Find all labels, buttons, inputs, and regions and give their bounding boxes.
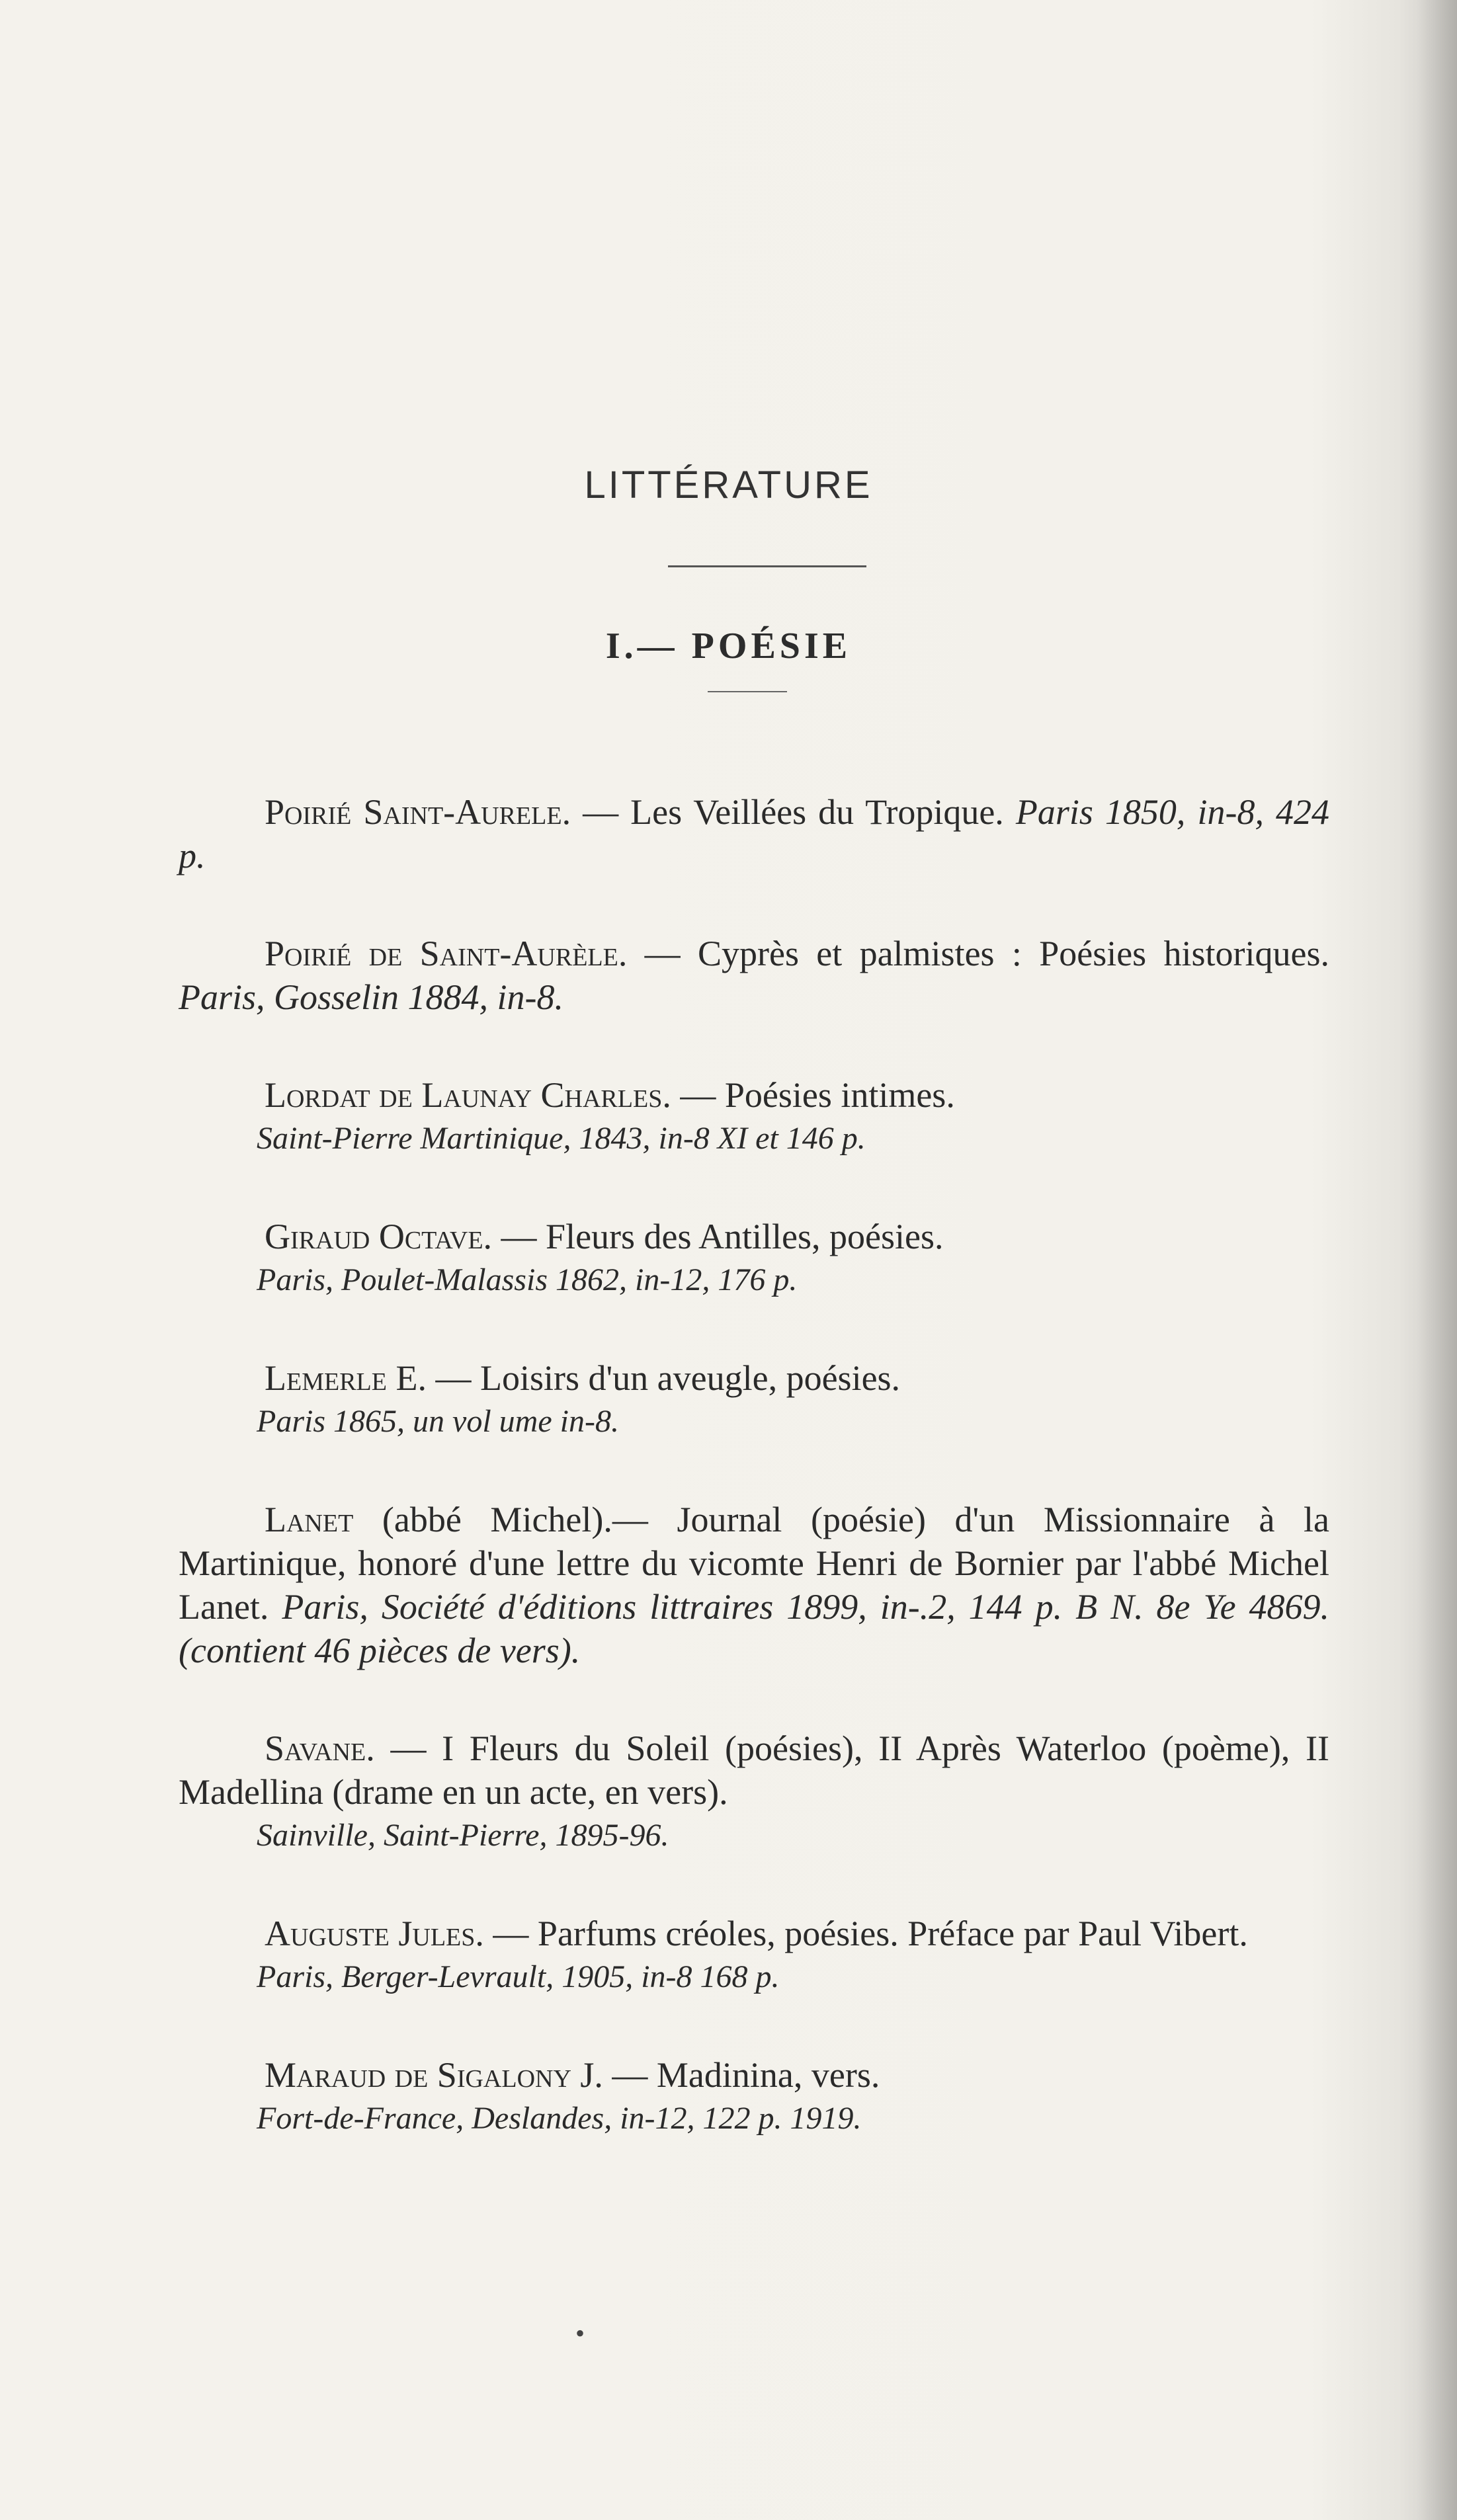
- page-edge-shadow: [1417, 0, 1457, 2520]
- entry-title: — Parfums créoles, poésies. Préface par Paul Vibert.: [493, 1914, 1248, 1953]
- section-divider: [708, 691, 787, 692]
- bibliography-entry: [179, 932, 1329, 1019]
- entry-main-line: [179, 932, 1329, 1019]
- entry-author: Savane.: [265, 1728, 375, 1768]
- entry-main-line: [179, 2053, 1329, 2097]
- entry-author: Lanet: [265, 1500, 354, 1539]
- entry-author: Poirié Saint-Aurele.: [265, 792, 571, 832]
- bibliography-entry: [179, 790, 1329, 877]
- bibliography-entry: [179, 1727, 1329, 1857]
- title-divider: [668, 565, 866, 567]
- entry-author: Auguste Jules.: [265, 1914, 484, 1953]
- bibliography-entry: [179, 1356, 1329, 1443]
- entry-publication: in-8, 424 p.: [179, 792, 1329, 875]
- bibliography-entry: [179, 1498, 1329, 1672]
- entry-main-line: [179, 1912, 1329, 1955]
- entry-publication: Paris, Berger-Levrault, 1905, in-8 168 p.: [257, 1959, 780, 1994]
- entry-publication: Saint-Pierre Martinique, 1843, in-8 XI et 146 p.: [257, 1121, 866, 1156]
- entry-author: Lemerle E.: [265, 1358, 427, 1398]
- entry-title: — Loisirs d'un aveugle, poésies.: [435, 1358, 901, 1398]
- entry-author: Giraud Octave.: [265, 1217, 493, 1256]
- entry-title: — Poésies intimes.: [680, 1075, 955, 1115]
- entry-author: Poirié de Saint-Aurèle.: [265, 934, 628, 973]
- entry-main-line: [179, 790, 1329, 877]
- entry-main-line: [179, 1356, 1329, 1400]
- entry-publication: Paris, Poulet-Malassis 1862, in-12, 176 p.: [257, 1262, 798, 1297]
- entry-publication: Paris 1865, un vol ume in-8.: [257, 1404, 619, 1439]
- entry-title: — Madinina, vers.: [612, 2055, 880, 2095]
- entry-publication: Paris, Gosselin 1884, in-8.: [179, 977, 564, 1017]
- bibliography-entry: [179, 1073, 1329, 1160]
- bibliography-entry: [179, 1215, 1329, 1302]
- page-title: LITTÉRATURE: [584, 464, 873, 507]
- entry-publication: in-.2, 144 p. B N. 8e Ye 4869. (contient 46 pièces de vers).: [179, 1587, 1329, 1670]
- entry-main-line: [179, 1498, 1329, 1672]
- section-heading: I.— POÉSIE: [605, 626, 852, 667]
- entry-publication: Sainville, Saint-Pierre, 1895-96.: [257, 1818, 669, 1853]
- bibliography-entry: [179, 1912, 1329, 1999]
- bibliography-list: [179, 790, 1329, 2195]
- entry-author: Maraud de Sigalony J.: [265, 2055, 603, 2095]
- entry-main-line: [179, 1073, 1329, 1117]
- entry-main-line: [179, 1727, 1329, 1814]
- bibliography-entry: [179, 2053, 1329, 2140]
- ink-mark-decoration: •: [575, 2318, 585, 2348]
- entry-publication-inline: Paris 1850,: [1015, 792, 1186, 832]
- entry-title: — Fleurs des Antilles, poésies.: [501, 1217, 944, 1256]
- entry-main-line: [179, 1215, 1329, 1258]
- entry-title: — Les Veillées du Tropique.: [583, 792, 1004, 832]
- entry-title: — Cyprès et palmistes : Poésies historiques.: [644, 934, 1330, 973]
- entry-publication: Fort-de-France, Deslandes, in-12, 122 p. 1919.: [257, 2101, 862, 2136]
- entry-title: — I Fleurs du Soleil (poésies), II Après Waterloo (poème), II Madellina (drame en un acte, en vers).: [179, 1728, 1330, 1812]
- entry-publication-inline: Paris, Société d'éditions littraires 1899,: [282, 1587, 867, 1627]
- entry-title: (abbé Michel).— Journal (poésie) d'un Missionnaire à la Martinique, honoré d'une lettre du vicomte Henri de Bornier par l'abbé Michel Lanet.: [179, 1500, 1329, 1627]
- entry-author: Lordat de Launay Charles.: [265, 1075, 671, 1115]
